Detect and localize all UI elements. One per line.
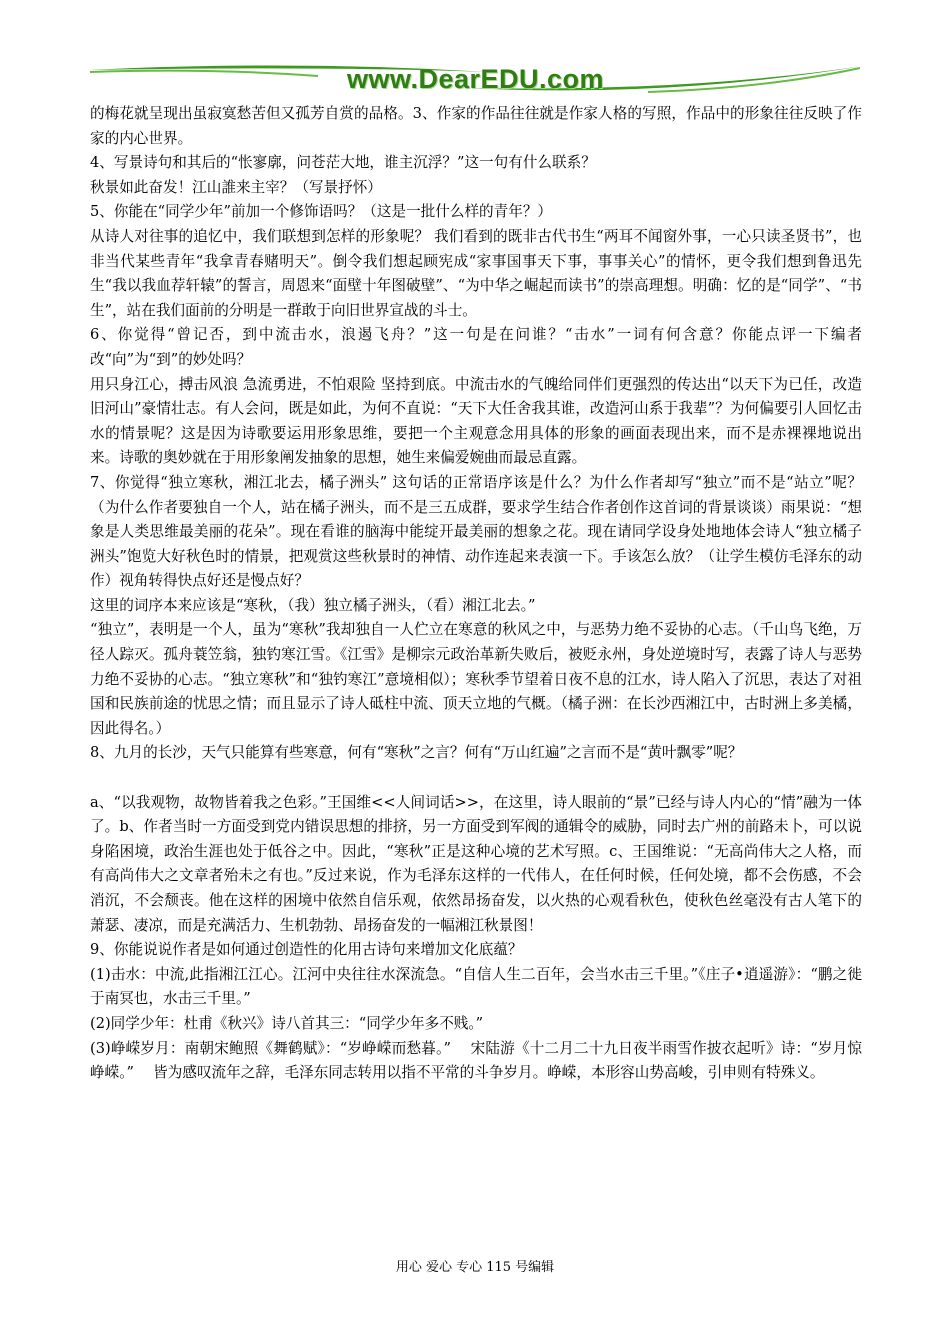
answer-9-item-1: (1)击水：中流,此指湘江江心。江河中央往往水深流急。“自信人生二百年，会当水击三千里。”《庄子•逍遥游》：“鹏之徙于南冥也，水击三千里。”: [90, 965, 862, 1008]
question-5: 5、你能在“同学少年”前加一个修饰语吗？（这是一批什么样的青年？）: [90, 203, 553, 221]
blank-line: [90, 766, 862, 791]
site-url: www.DearEDU.com: [346, 64, 605, 94]
answer-8: a、“以我观物，故物皆着我之色彩。”王国维<<人间词话>>，在这里，诗人眼前的“景”已经与诗人内心的“情”融为一体了。b、作者当时一方面受到党内错误思想的排挤，另一方面受到军阀的通辑令的威胁，同时去广州的前路未卜，可以说身陷困境，政治生涯也处于低谷之中。因此，“寒秋”正是这种心境的艺术写照。c、王国维说：“无高尚伟大之人格，而有高尚伟大之文章者殆未之有也。”反过来说，作为毛泽东这样的一代伟人，在任何时候，任何处境，都不会伤感，不会消沉，不会颓丧。他在这样的困境中依然自信乐观，依然昂扬奋发，以火热的心观看秋色，使秋色丝毫没有古人笔下的萧瑟、凄凉，而是充满活力、生机勃勃、昂扬奋发的一幅湘江秋景图！: [90, 793, 862, 934]
answer-9-item-3: (3)峥嵘岁月：南朝宋鲍照《舞鹤赋》：“岁峥嵘而愁暮。” 宋陆游《十二月二十九日夜半雨雪作披衣起听》诗：“岁月惊峥嵘。” 皆为感叹流年之辞，毛泽东同志转用以指不平常的斗争岁月。峥嵘，本形容山势高峻，引申则有特殊义。: [90, 1039, 862, 1082]
answer-6: 用只身江心，搏击风浪 急流勇进，不怕艰险 坚持到底。中流击水的气魄给同伴们更强烈的传达出“以天下为已任，改造旧河山”豪情壮志。有人会问，既是如此，为何不直说：“天下大任舍我其谁，改造河山系于我辈”？为何偏要引人回忆击水的情景呢？这是因为诗歌要运用形象思维，要把一个主观意念用具体的形象的画面表现出来，而不是赤裸裸地说出来。诗歌的奥妙就在于用形象阐发抽象的思想，她生来偏爱婉曲而最忌直露。: [90, 375, 862, 467]
answer-4: 秋景如此奋发！江山誰来主宰？（写景抒怀）: [90, 178, 382, 196]
answer-5: 从诗人对往事的追忆中，我们联想到怎样的形象呢？ 我们看到的既非古代书生“两耳不闻窗外事，一心只读圣贤书”，也非当代某些青年“我拿青春赌明天”。倒令我们想起顾宪成“家事国事天下事，事事关心”的情怀，更令我们想到鲁迅先生“我以我血荐轩辕”的誓言，周恩来“面壁十年图破壁”、“为中华之崛起而读书”的崇高理想。明确：忆的是“同学”、“书生”，站在我们面前的分明是一群敢于向旧世界宣战的斗士。: [90, 227, 862, 319]
question-9: 9、你能说说作者是如何通过创造性的化用古诗句来增加文化底蕴？: [90, 941, 523, 959]
answer-7-explanation: “独立”，表明是一个人，虽为“寒秋”我却独自一人伫立在寒意的秋风之中，与恶势力绝不妥协的心志。（千山鸟飞绝，万径人踪灭。孤舟蓑笠翁，独钓寒江雪。《江雪》是柳宗元政治革新失败后，被贬永州，身处逆境时写，表露了诗人与恶势力绝不妥协的心志。“独立寒秋”和“独钓寒江”意境相似）；寒秋季节望着日夜不息的江水，诗人陷入了沉思，表达了对祖国和民族前途的忧思之情；而且显示了诗人砥柱中流、顶天立地的气概。（橘子洲：在长沙西湘江中，古时洲上多美橘，因此得名。）: [90, 621, 862, 737]
paragraph: 的梅花就呈现出虽寂寞愁苦但又孤芳自赏的品格。3、作家的作品往往就是作家人格的写照，作品中的形象往往反映了作家的内心世界。: [90, 105, 862, 147]
question-8: 8、九月的长沙，天气只能算有些寒意，何有“寒秋”之言？何有“万山红遍”之言而不是“黄叶飘零”呢？: [90, 744, 743, 762]
answer-7-word-order: 这里的词序本来应该是“寒秋，（我）独立橘子洲头，（看）湘江北去。”: [90, 596, 536, 614]
question-6: 6、你觉得“曾记否，到中流击水，浪遏飞舟？”这一句是在问谁？“击水”一词有何含意？你能点评一下编者改“向”为“到”的妙处吗？: [90, 326, 862, 368]
question-7: 7、你觉得“独立寒秋，湘江北去，橘子洲头” 这句话的正常语序该是什么？为什么作者却写“独立”而不是“站立”呢？（为什么作者要独自一个人，站在橘子洲头，而不是三五成群，要求学生结合作者创作这首词的背景谈谈）雨果说：“想象是人类思维最美丽的花朵”。现在看谁的脑海中能绽开最美丽的想象之花。现在请同学设身处地地体会诗人“独立橘子洲头”饱览大好秋色时的情景，把观赏这些秋景时的神情、动作连起来表演一下。手该怎么放？（让学生模仿毛泽东的动作）视角转得快点好还是慢点好？: [90, 473, 862, 590]
question-4: 4、写景诗句和其后的“怅寥廓，问苍茫大地，谁主沉浮？”这一句有什么联系？: [90, 154, 596, 172]
page-footer: 用心 爱心 专心 115 号编辑: [395, 1260, 555, 1275]
answer-9-item-2: (2)同学少年：杜甫《秋兴》诗八首其三：“同学少年多不贱。”: [90, 1014, 484, 1032]
document-body: [90, 102, 862, 1086]
site-header-banner: [88, 58, 863, 102]
